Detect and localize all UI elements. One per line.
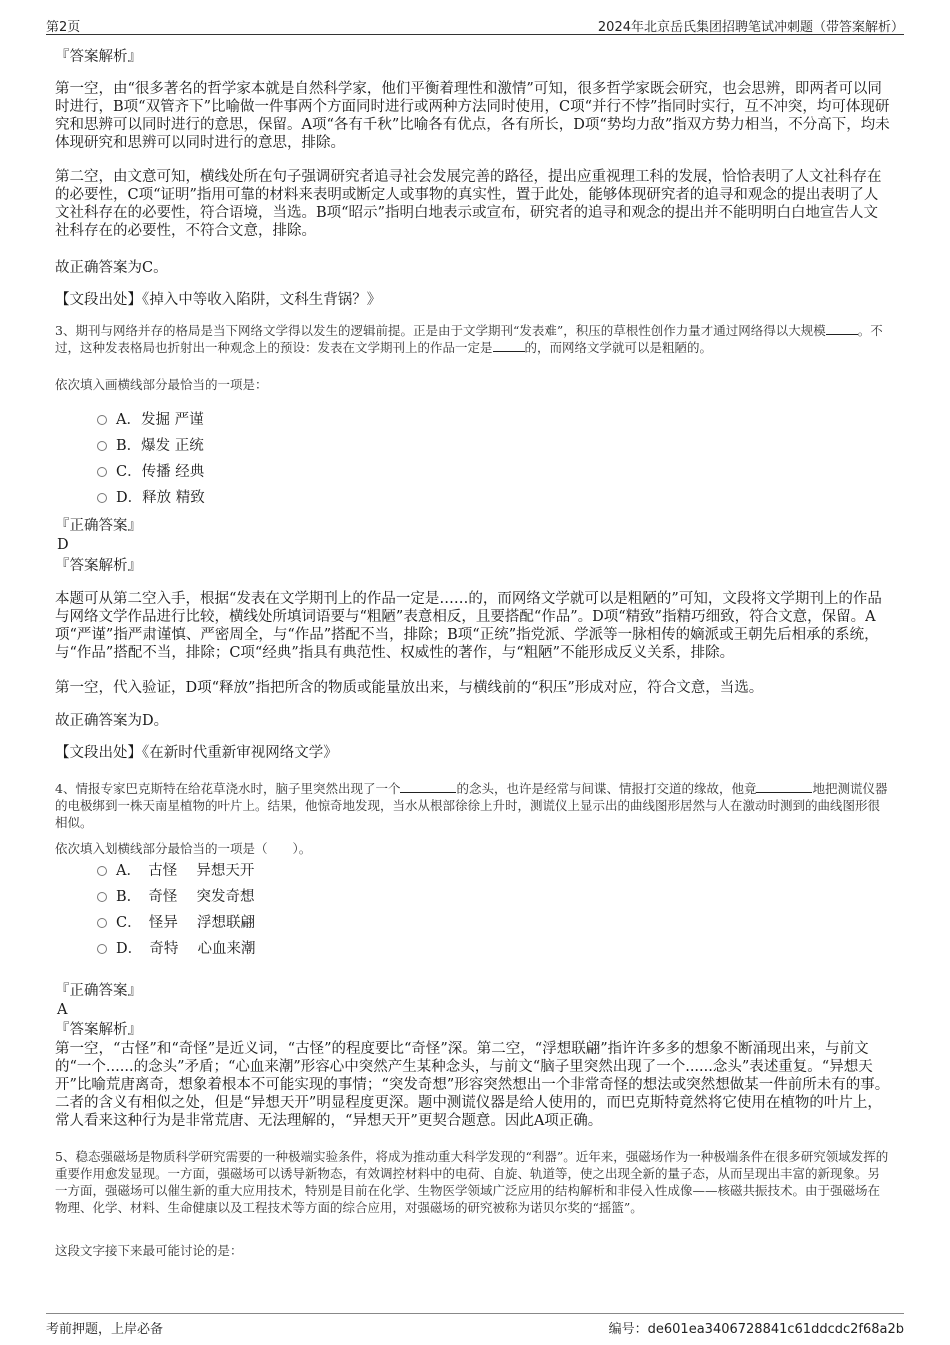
q4-prompt: 依次填入划横线部分最恰当的一项是（ ）。 (55, 841, 312, 856)
q4-analysis-p1: 第一空，“古怪”和“奇怪”是近义词，“古怪”的程度要比“奇怪”深。第二空，“浮想联翩”指许许多多的想象不断涌现出来，与前文的“一个......的念头”矛盾；“心血来潮”形容心中突然产生某种念头，与前文“脑子里突然出现了一个......念头”表述重复。“异想天开”比喻荒唐离奇，想象着根本不可能实现的事情；“突发奇想”形容突然想出一个非常奇怪的想法或突然想做某一件前所未有的事。二者的含义有相似之处，但是“异想天开”明显程度更深。题中测谎仪器是给人使用的，而巴克斯特竟然将它使用在植物的叶片上，常人看来这种行为是非常荒唐、无法理解的，“异想天开”更契合题意。因此A项正确。 (55, 1041, 890, 1129)
q3-stem-part-a: 3、期刊与网络并存的格局是当下网络文学得以发生的逻辑前提。正是由于文学期刊“发表难”，积压的草根性创作力量才通过网络得以大规模 (55, 323, 826, 338)
q3-stem-part-c: 的，而网络文学就可以是粗陋的。 (524, 340, 713, 355)
q4-answer: A (57, 1002, 68, 1018)
q3-option-b[interactable] (97, 437, 204, 455)
q3-option-d[interactable] (97, 489, 205, 507)
q4-option-c[interactable] (97, 914, 255, 932)
radio-icon[interactable] (97, 892, 107, 902)
radio-icon[interactable] (97, 493, 107, 503)
document-code-label: 编号： (608, 1322, 648, 1337)
footer-slogan: 考前押题，上岸必备 (46, 1322, 164, 1337)
q4-blank-2 (756, 780, 812, 793)
q3-prompt: 依次填入画横线部分最恰当的一项是： (55, 377, 268, 392)
radio-icon[interactable] (97, 944, 107, 954)
q4-stem-part-b: 的念头，也许是经常与间谍、情报打交道的缘故，他竟 (456, 781, 757, 796)
q2-analysis-p1: 第一空，由“很多著名的哲学家本就是自然科学家，他们平衡着理性和激情”可知，很多哲学家既会研究，也会思辨，即两者可以同时进行，B项“双管齐下”比喻做一件事两个方面同时进行或两种方法同时使用，C项“并行不悖”指同时实行，互不冲突，均可体现研究和思辨可以同时进行的意思，保留。A项“各有千秋”比喻各有优点，各有所长，D项“势均力敌”指双方势力相当，不分高下，均未体现研究和思辨可以同时进行的意思，排除。 (55, 81, 890, 151)
q5-prompt: 这段文字接下来最可能讨论的是： (55, 1243, 243, 1258)
q3-option-a[interactable] (97, 411, 204, 429)
q4-stem-part-c: 地把测谎仪器的电极绑到一株天南星植物的叶片上。结果，他惊奇地发现，当水从根部徐徐上升时，测谎仪上显示出的曲线图形居然与人在激动时测到的曲线图形很相似。 (55, 781, 888, 830)
document-title: 2024年北京岳氏集团招聘笔试冲刺题（带答案解析） (597, 20, 904, 35)
q4-blank-1 (400, 780, 456, 793)
page-number: 第2页 (46, 20, 81, 35)
q4-option-a[interactable] (97, 862, 254, 880)
q5-stem: 5、稳态强磁场是物质科学研究需要的一种极端实验条件，将成为推动重大科学发现的“利器”。近年来，强磁场作为一种极端条件在很多研究领域发挥的重要作用愈发显现。一方面，强磁场可以诱导新物态，有效调控材料中的电荷、自旋、轨道等，使之出现全新的量子态，从而呈现出丰富的新现象。另一方面，强磁场可以催生新的重大应用技术，特别是目前在化学、生物医学领域广泛应用的结构解析和非侵入性成像——核磁共振技术。由于强磁场在物理、化学、材料、生命健康以及工程技术等方面的综合应用，对强磁场的研究被称为诺贝尔奖的“摇篮”。 (55, 1149, 889, 1215)
q3-blank-1 (826, 322, 858, 335)
radio-icon[interactable] (97, 441, 107, 451)
radio-icon[interactable] (97, 866, 107, 876)
q2-conclusion: 故正确答案为C。 (55, 260, 168, 276)
q3-stem (55, 322, 890, 356)
q4-option-d-label: D． 奇特 心血来潮 (116, 941, 256, 957)
page-header (46, 14, 904, 35)
q2-source: 【文段出处】《掉入中等收入陷阱，文科生背锅？》 (55, 292, 382, 308)
q2-analysis-label: 『答案解析』 (55, 49, 142, 65)
q3-option-c[interactable] (97, 463, 204, 481)
page-footer (46, 1313, 904, 1337)
q4-option-b[interactable] (97, 888, 255, 906)
radio-icon[interactable] (97, 415, 107, 425)
q4-option-d[interactable] (97, 940, 255, 958)
q3-stem-part-b: 。不过，这种发表格局也折射出一种观念上的预设：发表在文学期刊上的作品一定是 (55, 323, 883, 355)
q3-option-d-label: D．释放 精致 (116, 490, 205, 506)
q3-blank-2 (493, 339, 525, 352)
radio-icon[interactable] (97, 467, 107, 477)
document-code (609, 1318, 904, 1337)
q4-stem (55, 780, 890, 831)
q4-stem-part-a: 4、情报专家巴克斯特在给花草浇水时，脑子里突然出现了一个 (55, 781, 401, 796)
q2-analysis-p2: 第二空，由文意可知，横线处所在句子强调研究者追寻社会发展完善的路径，提出应重视理工科的发展，恰恰表明了人文社科存在的必要性，C项“证明”指用可靠的材料来表明或断定人或事物的真实性，置于此处，能够体现研究者的追寻和观念的提出表明了人文社科存在的必要性，符合语境，当选。B项“昭示”指明白地表示或宣布，研究者的追寻和观念的提出并不能明明白白地宣告人文社科存在的必要性，不符合文意，排除。 (55, 169, 882, 239)
q4-answer-label: 『正确答案』 (55, 983, 142, 999)
q3-option-a-label: A．发掘 严谨 (116, 412, 204, 428)
q3-option-b-label: B．爆发 正统 (116, 438, 204, 454)
q4-analysis-label: 『答案解析』 (55, 1022, 142, 1038)
q3-answer-label: 『正确答案』 (55, 518, 142, 534)
q3-conclusion: 故正确答案为D。 (55, 713, 169, 729)
q3-analysis-p1: 本题可从第二空入手，根据“发表在文学期刊上的作品一定是……的，而网络文学就可以是粗陋的”可知，文段将文学期刊上的作品与网络文学作品进行比较，横线处所填词语要与“粗陋”表意相反，且要搭配“作品”。D项“精致”指精巧细致，符合文意，保留。A项“严谨”指严肃谨慎、严密周全，与“作品”搭配不当，排除；B项“正统”指党派、学派等一脉相传的嫡派或王朝先后相承的系统，与“作品”搭配不当，排除；C项“经典”指具有典范性、权威性的著作，与“粗陋”不能形成反义关系，排除。 (55, 591, 882, 661)
q4-option-c-label: C． 怪异 浮想联翩 (116, 915, 255, 931)
q3-option-c-label: C．传播 经典 (116, 464, 205, 480)
q4-option-b-label: B． 奇怪 突发奇想 (116, 889, 255, 905)
radio-icon[interactable] (97, 918, 107, 928)
q3-analysis-label: 『答案解析』 (55, 558, 142, 574)
q3-answer: D (57, 537, 69, 553)
q3-source: 【文段出处】《在新时代重新审视网络文学》 (55, 745, 338, 761)
q3-analysis-p2: 第一空，代入验证，D项“释放”指把所含的物质或能量放出来，与横线前的“积压”形成对应，符合文意，当选。 (55, 680, 764, 696)
q4-option-a-label: A． 古怪 异想天开 (116, 863, 255, 879)
document-code-value: de601ea3406728841c61ddcdc2f68a2b (647, 1322, 904, 1337)
